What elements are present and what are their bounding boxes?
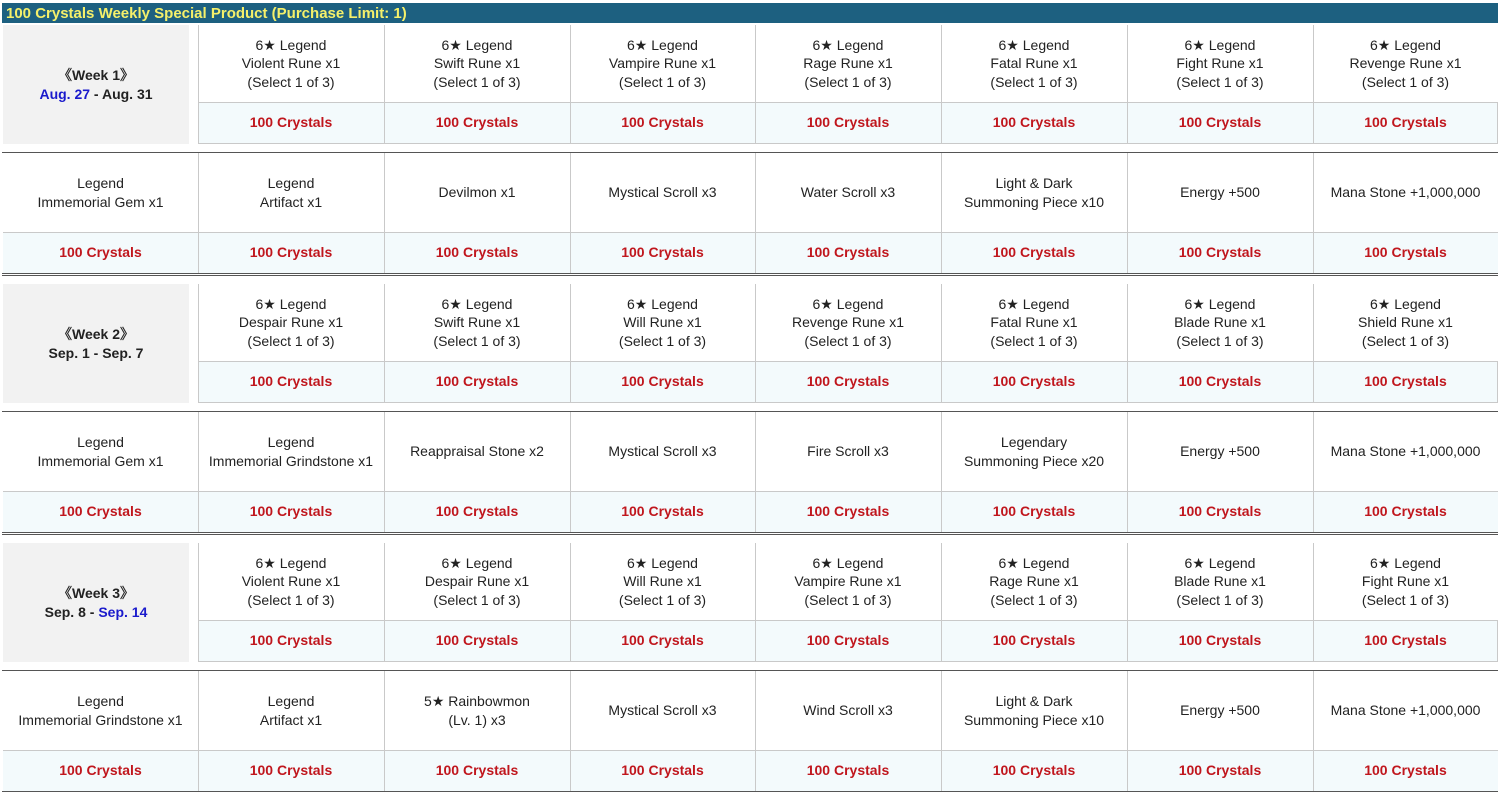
column-divider	[384, 543, 385, 661]
rune-product-cell	[941, 543, 1127, 620]
product-cell	[755, 671, 941, 750]
week-date-start: Sep. 8	[44, 603, 86, 620]
other-row-divider	[3, 491, 1498, 492]
item-text-line: Devilmon x1	[438, 184, 516, 201]
column-divider	[1497, 361, 1498, 402]
product-cell	[3, 412, 198, 491]
item-text-line: Swift Rune x1	[433, 314, 521, 331]
column-divider	[1127, 543, 1128, 661]
rune-product-cell	[198, 25, 384, 102]
rune-product-cell	[755, 25, 941, 102]
column-divider	[198, 543, 199, 661]
column-divider	[1497, 620, 1498, 661]
week-dates	[49, 344, 144, 363]
item-text-line: (Select 1 of 3)	[247, 73, 335, 90]
column-divider	[941, 25, 942, 143]
item-text-line: Fire Scroll x3	[807, 443, 889, 460]
item-text-line: Legend	[77, 693, 124, 709]
item-text-line: Summoning Piece x10	[963, 711, 1105, 728]
price-label: 100 Crystals	[198, 102, 384, 143]
week-dates	[39, 85, 152, 104]
price-label: 100 Crystals	[1127, 102, 1313, 143]
week-title: 《Week 1》	[58, 66, 134, 83]
item-text-line: Violent Rune x1	[241, 573, 341, 590]
column-divider	[570, 25, 571, 143]
item-text-line: Water Scroll x3	[800, 184, 896, 201]
product-cell	[1127, 671, 1313, 750]
item-text-line: (Select 1 of 3)	[433, 73, 521, 90]
column-divider	[1313, 671, 1314, 791]
item-text-line: (Select 1 of 3)	[1176, 73, 1264, 90]
rune-block-bottom	[198, 661, 1498, 662]
item-text-line: (Select 1 of 3)	[990, 332, 1078, 349]
item-text-line: Legend	[77, 434, 124, 450]
column-divider	[941, 284, 942, 402]
item-text-line: Will Rune x1	[623, 573, 702, 590]
item-text-line: Revenge Rune x1	[791, 314, 905, 331]
column-divider	[570, 412, 571, 532]
rune-product-cell	[384, 543, 570, 620]
item-text-line: Fatal Rune x1	[990, 55, 1078, 72]
item-text-line: Light & Dark	[995, 693, 1073, 709]
item-text-line: (Lv. 1) x3	[448, 711, 506, 728]
price-label: 100 Crystals	[1313, 750, 1498, 791]
price-label: 100 Crystals	[570, 750, 755, 791]
item-text-line: 6★ Legend	[255, 36, 327, 53]
item-text-line: Wind Scroll x3	[803, 702, 893, 719]
column-divider	[941, 671, 942, 791]
product-cell	[3, 671, 198, 750]
other-row-divider	[3, 750, 1498, 751]
product-cell	[1313, 671, 1498, 750]
item-text-line: (Select 1 of 3)	[618, 73, 707, 90]
item-text-line: 6★ Legend	[1370, 36, 1441, 53]
week-label	[3, 543, 189, 662]
price-label: 100 Crystals	[570, 620, 755, 661]
item-text-line: Light & Dark	[995, 175, 1073, 191]
item-text-line: (Select 1 of 3)	[804, 73, 892, 90]
week-date-separator: -	[85, 603, 99, 620]
item-text-line: Legend	[77, 175, 124, 191]
product-cell	[570, 153, 755, 232]
price-label: 100 Crystals	[570, 491, 755, 532]
price-label: 100 Crystals	[1127, 232, 1313, 273]
column-divider	[384, 153, 385, 273]
item-text-line: (Select 1 of 3)	[1176, 591, 1264, 608]
week-dates	[45, 603, 148, 622]
price-label: 100 Crystals	[198, 620, 384, 661]
price-label: 100 Crystals	[384, 750, 570, 791]
product-cell	[941, 671, 1127, 750]
week-date-start: Sep. 1	[48, 344, 90, 361]
rune-product-cell	[941, 25, 1127, 102]
item-text-line: Mana Stone +1,000,000	[1330, 443, 1481, 460]
price-label: 100 Crystals	[1127, 491, 1313, 532]
week-date-separator: -	[90, 85, 102, 102]
rune-product-cell	[570, 543, 755, 620]
item-text-line: 6★ Legend	[255, 554, 327, 571]
item-text-line: Rage Rune x1	[803, 55, 893, 72]
column-divider	[1313, 284, 1314, 402]
item-text-line: (Select 1 of 3)	[1176, 332, 1264, 349]
page-title: 100 Crystals Weekly Special Product (Purchase Limit: 1)	[6, 5, 407, 22]
price-label: 100 Crystals	[3, 750, 198, 791]
week-divider	[2, 275, 1498, 276]
item-text-line: Legend	[267, 175, 315, 191]
item-text-line: Blade Rune x1	[1174, 314, 1266, 331]
item-text-line: Despair Rune x1	[238, 314, 344, 331]
item-text-line: (Select 1 of 3)	[1361, 73, 1450, 90]
week-divider	[2, 532, 1498, 533]
product-cell	[384, 671, 570, 750]
price-label: 100 Crystals	[1313, 102, 1498, 143]
rune-product-cell	[1313, 284, 1498, 361]
column-divider	[1127, 412, 1128, 532]
price-label: 100 Crystals	[1313, 491, 1498, 532]
item-text-line: 6★ Legend	[441, 554, 513, 571]
item-text-line: Fatal Rune x1	[990, 314, 1078, 331]
column-divider	[570, 284, 571, 402]
item-text-line: Immemorial Grindstone x1	[18, 711, 183, 728]
rune-product-cell	[570, 25, 755, 102]
column-divider	[198, 284, 199, 402]
product-cell	[570, 412, 755, 491]
rune-product-cell	[755, 543, 941, 620]
week-date-start: Aug. 27	[39, 85, 91, 102]
item-text-line: (Select 1 of 3)	[990, 591, 1078, 608]
item-text-line: 6★ Legend	[1370, 554, 1441, 571]
item-text-line: Will Rune x1	[623, 314, 702, 331]
week-divider	[2, 534, 1498, 535]
rune-product-cell	[384, 25, 570, 102]
column-divider	[198, 412, 199, 532]
item-text-line: Immemorial Grindstone x1	[208, 452, 374, 469]
item-text-line: 6★ Legend	[1184, 295, 1256, 312]
item-text-line: (Select 1 of 3)	[804, 591, 892, 608]
price-label: 100 Crystals	[1127, 750, 1313, 791]
item-text-line: 6★ Legend	[627, 554, 698, 571]
item-text-line: 6★ Legend	[255, 295, 327, 312]
block-divider	[2, 670, 1498, 671]
item-text-line: Fight Rune x1	[1176, 55, 1264, 72]
column-divider	[570, 671, 571, 791]
product-cell	[198, 153, 384, 232]
rune-row-divider	[198, 102, 1498, 103]
week-title: 《Week 3》	[58, 584, 134, 601]
product-cell	[941, 153, 1127, 232]
price-label: 100 Crystals	[198, 232, 384, 273]
item-text-line: Rage Rune x1	[989, 573, 1079, 590]
product-cell	[1127, 153, 1313, 232]
column-divider	[198, 153, 199, 273]
item-text-line: Artifact x1	[259, 711, 323, 728]
rune-product-cell	[198, 543, 384, 620]
price-label: 100 Crystals	[755, 750, 941, 791]
price-label: 100 Crystals	[941, 232, 1127, 273]
item-text-line: Summoning Piece x20	[963, 452, 1105, 469]
product-cell	[198, 671, 384, 750]
week-label	[3, 284, 189, 403]
price-label: 100 Crystals	[941, 620, 1127, 661]
item-text-line: (Select 1 of 3)	[618, 332, 707, 349]
column-divider	[1127, 671, 1128, 791]
rune-product-cell	[941, 284, 1127, 361]
price-label: 100 Crystals	[198, 491, 384, 532]
item-text-line: (Select 1 of 3)	[1361, 591, 1450, 608]
item-text-line: (Select 1 of 3)	[247, 332, 335, 349]
rune-block-bottom	[198, 402, 1498, 403]
product-cell	[570, 671, 755, 750]
week-title: 《Week 2》	[58, 325, 134, 342]
block-divider	[2, 411, 1498, 412]
product-cell	[198, 412, 384, 491]
item-text-line: 5★ Rainbowmon	[424, 693, 530, 709]
column-divider	[755, 25, 756, 143]
column-divider	[1313, 412, 1314, 532]
price-label: 100 Crystals	[384, 620, 570, 661]
rune-product-cell	[1127, 284, 1313, 361]
rune-product-cell	[755, 284, 941, 361]
week-date-end: Sep. 7	[102, 344, 144, 361]
item-text-line: Vampire Rune x1	[608, 55, 717, 72]
column-divider	[755, 412, 756, 532]
price-label: 100 Crystals	[755, 102, 941, 143]
item-text-line: (Select 1 of 3)	[1361, 332, 1450, 349]
column-divider	[755, 153, 756, 273]
product-cell	[1313, 153, 1498, 232]
item-text-line: Legend	[267, 693, 315, 709]
price-label: 100 Crystals	[941, 491, 1127, 532]
price-label: 100 Crystals	[941, 750, 1127, 791]
item-text-line: 6★ Legend	[998, 295, 1070, 312]
product-cell	[755, 153, 941, 232]
price-label: 100 Crystals	[1313, 232, 1498, 273]
rune-product-cell	[1313, 25, 1498, 102]
item-text-line: Despair Rune x1	[424, 573, 530, 590]
week-date-end: Aug. 31	[101, 85, 153, 102]
price-label: 100 Crystals	[941, 361, 1127, 402]
column-divider	[198, 671, 199, 791]
rune-row-divider	[198, 620, 1498, 621]
item-text-line: 6★ Legend	[998, 554, 1070, 571]
column-divider	[755, 671, 756, 791]
price-label: 100 Crystals	[384, 102, 570, 143]
column-divider	[384, 284, 385, 402]
rune-product-cell	[1313, 543, 1498, 620]
price-label: 100 Crystals	[384, 361, 570, 402]
item-text-line: (Select 1 of 3)	[990, 73, 1078, 90]
price-label: 100 Crystals	[755, 232, 941, 273]
price-label: 100 Crystals	[1313, 620, 1498, 661]
column-divider	[198, 25, 199, 143]
column-divider	[1127, 284, 1128, 402]
item-text-line: Revenge Rune x1	[1349, 55, 1462, 72]
product-cell	[1313, 412, 1498, 491]
column-divider	[755, 284, 756, 402]
column-divider	[941, 412, 942, 532]
column-divider	[1313, 25, 1314, 143]
item-text-line: Legendary	[1000, 434, 1068, 450]
item-text-line: Immemorial Gem x1	[37, 193, 164, 210]
price-label: 100 Crystals	[941, 102, 1127, 143]
price-label: 100 Crystals	[570, 232, 755, 273]
item-text-line: 6★ Legend	[441, 295, 513, 312]
rune-product-cell	[384, 284, 570, 361]
column-divider	[1313, 543, 1314, 661]
item-text-line: (Select 1 of 3)	[618, 591, 707, 608]
item-text-line: Vampire Rune x1	[794, 573, 902, 590]
product-cell	[384, 412, 570, 491]
item-text-line: (Select 1 of 3)	[804, 332, 892, 349]
item-text-line: 6★ Legend	[1184, 554, 1256, 571]
column-divider	[570, 153, 571, 273]
price-label: 100 Crystals	[755, 361, 941, 402]
item-text-line: Swift Rune x1	[433, 55, 521, 72]
column-divider	[384, 412, 385, 532]
item-text-line: Blade Rune x1	[1174, 573, 1266, 590]
rune-product-cell	[570, 284, 755, 361]
week-date-end: Sep. 14	[98, 603, 148, 620]
price-label: 100 Crystals	[755, 620, 941, 661]
item-text-line: Mystical Scroll x3	[608, 443, 717, 460]
item-text-line: 6★ Legend	[627, 36, 698, 53]
column-divider	[1127, 25, 1128, 143]
product-cell	[941, 412, 1127, 491]
week-date-separator: -	[89, 344, 103, 361]
column-divider	[1313, 153, 1314, 273]
item-text-line: 6★ Legend	[812, 295, 884, 312]
product-cell	[384, 153, 570, 232]
item-text-line: Mystical Scroll x3	[608, 702, 717, 719]
item-text-line: Reappraisal Stone x2	[410, 443, 544, 460]
rune-product-cell	[198, 284, 384, 361]
item-text-line: 6★ Legend	[812, 554, 884, 571]
column-divider	[384, 25, 385, 143]
item-text-line: Legend	[267, 434, 315, 450]
rune-product-cell	[1127, 25, 1313, 102]
rune-row-divider	[198, 361, 1498, 362]
other-row-divider	[3, 232, 1498, 233]
price-label: 100 Crystals	[198, 361, 384, 402]
price-label: 100 Crystals	[755, 491, 941, 532]
item-text-line: 6★ Legend	[998, 36, 1070, 53]
week-label	[3, 25, 189, 144]
block-divider	[2, 152, 1498, 153]
price-label: 100 Crystals	[3, 232, 198, 273]
item-text-line: 6★ Legend	[1370, 295, 1441, 312]
item-text-line: Artifact x1	[259, 193, 323, 210]
column-divider	[384, 671, 385, 791]
price-label: 100 Crystals	[384, 232, 570, 273]
item-text-line: Fight Rune x1	[1361, 573, 1450, 590]
price-label: 100 Crystals	[570, 102, 755, 143]
item-text-line: Energy +500	[1180, 702, 1260, 719]
week-divider	[2, 273, 1498, 274]
product-cell	[3, 153, 198, 232]
item-text-line: 6★ Legend	[627, 295, 698, 312]
item-text-line: Violent Rune x1	[241, 55, 341, 72]
price-label: 100 Crystals	[1127, 361, 1313, 402]
item-text-line: Immemorial Gem x1	[37, 452, 164, 469]
item-text-line: Energy +500	[1180, 443, 1260, 460]
item-text-line: Mana Stone +1,000,000	[1330, 184, 1481, 201]
rune-block-bottom	[198, 143, 1498, 144]
column-divider	[1127, 153, 1128, 273]
item-text-line: 6★ Legend	[812, 36, 884, 53]
price-label: 100 Crystals	[1127, 620, 1313, 661]
column-divider	[941, 153, 942, 273]
price-label: 100 Crystals	[1313, 361, 1498, 402]
item-text-line: Shield Rune x1	[1358, 314, 1453, 331]
item-text-line: 6★ Legend	[441, 36, 513, 53]
product-cell	[1127, 412, 1313, 491]
title-bar	[2, 3, 1498, 23]
week-divider	[2, 791, 1498, 792]
item-text-line: (Select 1 of 3)	[247, 591, 335, 608]
price-label: 100 Crystals	[384, 491, 570, 532]
item-text-line: Mana Stone +1,000,000	[1330, 702, 1481, 719]
price-label: 100 Crystals	[570, 361, 755, 402]
item-text-line: (Select 1 of 3)	[433, 591, 521, 608]
item-text-line: (Select 1 of 3)	[433, 332, 521, 349]
item-text-line: Energy +500	[1180, 184, 1260, 201]
column-divider	[755, 543, 756, 661]
rune-product-cell	[1127, 543, 1313, 620]
column-divider	[941, 543, 942, 661]
item-text-line: 6★ Legend	[1184, 36, 1256, 53]
product-cell	[755, 412, 941, 491]
column-divider	[1497, 102, 1498, 143]
item-text-line: Summoning Piece x10	[963, 193, 1105, 210]
price-label: 100 Crystals	[3, 491, 198, 532]
column-divider	[570, 543, 571, 661]
item-text-line: Mystical Scroll x3	[608, 184, 717, 201]
price-label: 100 Crystals	[198, 750, 384, 791]
